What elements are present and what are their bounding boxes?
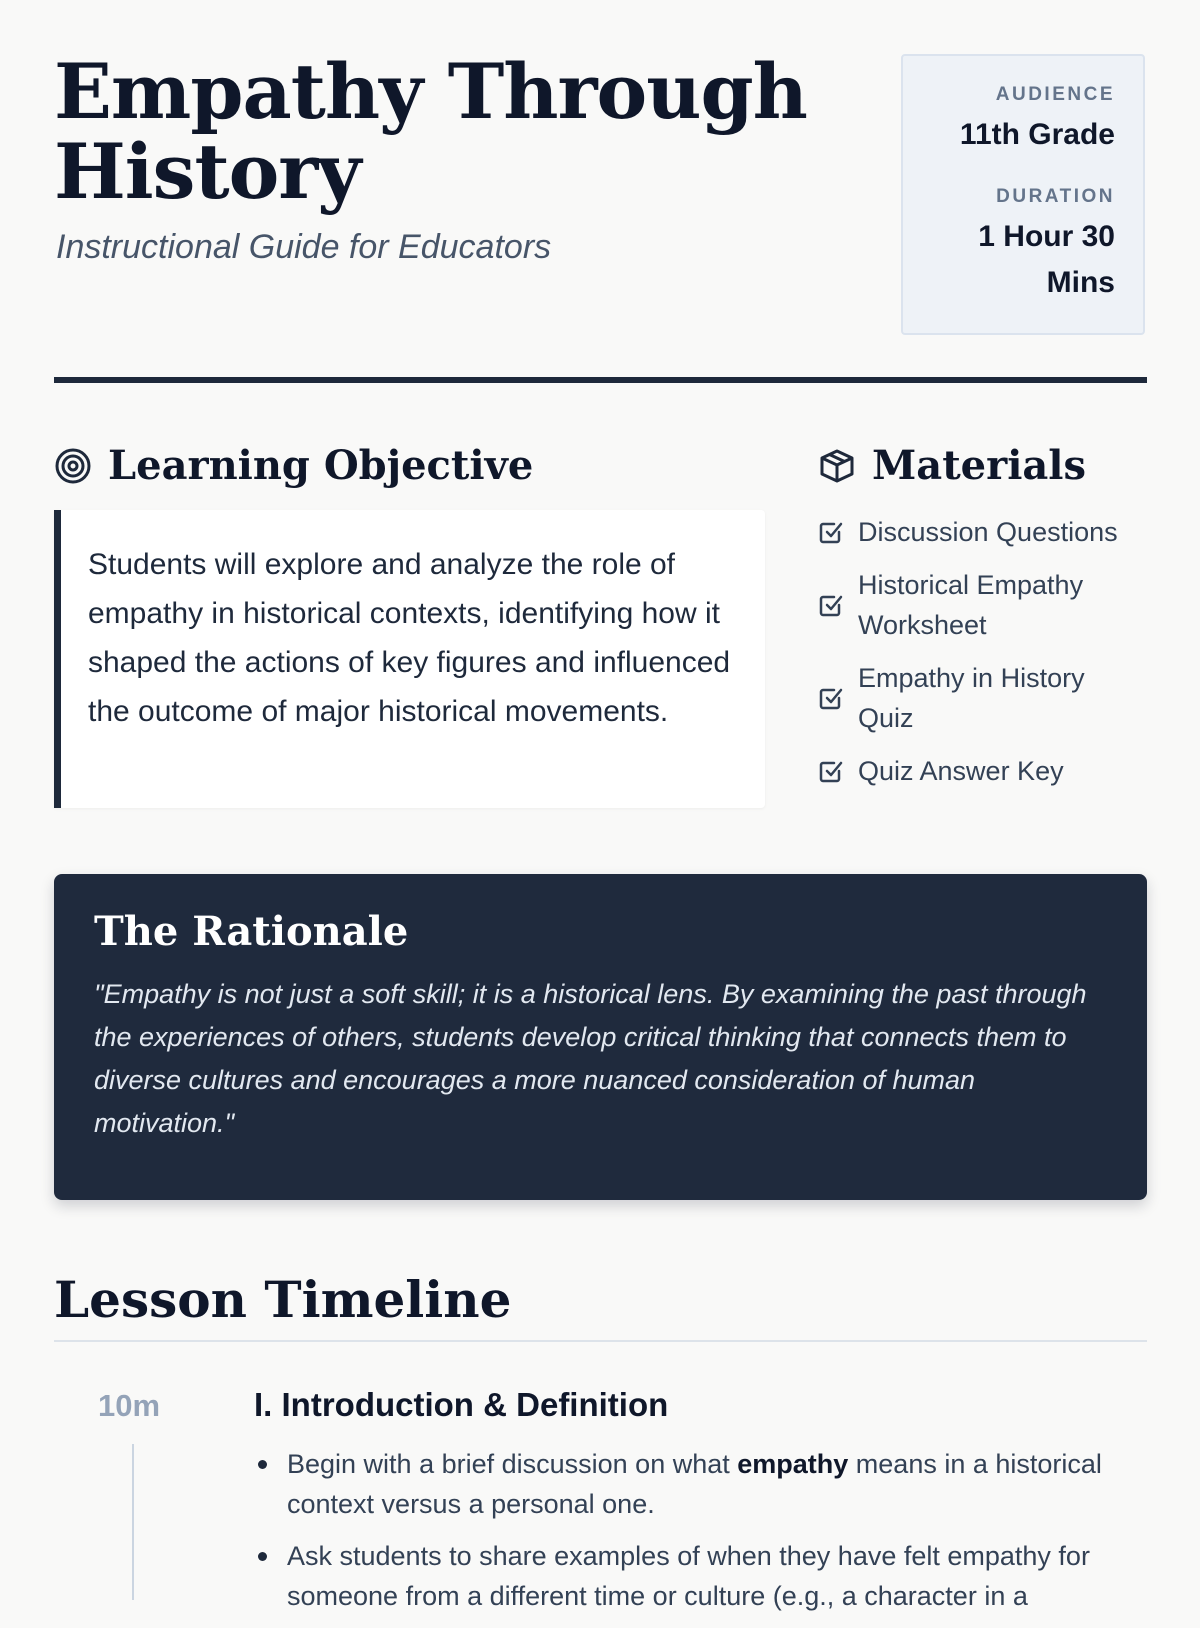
material-item	[818, 751, 1158, 791]
objective-text: Students will explore and analyze the role of empathy in historical contexts, identifying how it shaped the actions of key figures and influenced the outcome of major historical movements.	[88, 548, 731, 728]
objective-title: Learning Objective	[108, 442, 534, 489]
lesson-meta-card	[901, 54, 1145, 335]
objective-heading	[54, 442, 533, 489]
box-icon	[818, 447, 856, 485]
target-icon	[54, 447, 92, 485]
timeline-title: Lesson Timeline	[54, 1270, 512, 1329]
audience-value: 11th Grade	[959, 118, 1115, 151]
bullet-text-bold: empathy	[737, 1449, 849, 1479]
rationale-title: The Rationale	[94, 908, 409, 955]
material-label: Quiz Answer Key	[858, 756, 1064, 786]
page-subtitle: Instructional Guide for Educators	[56, 228, 552, 266]
step-bullet	[254, 1536, 1144, 1616]
objective-card	[54, 510, 765, 808]
duration-label: DURATION	[996, 186, 1115, 207]
page-title: Empathy Through History	[54, 47, 807, 216]
checkbox-icon	[818, 685, 844, 711]
checkbox-icon	[818, 592, 844, 618]
checkbox-icon	[818, 758, 844, 784]
timeline-connector	[132, 1444, 134, 1600]
timeline-divider	[54, 1340, 1147, 1342]
rationale-card	[54, 874, 1147, 1200]
bullet-text-pre: Ask students to share examples of when they have felt empathy for someone from a different time or culture (e.g., a character in a	[287, 1541, 1090, 1611]
rationale-quote: "Empathy is not just a soft skill; it is a historical lens. By examining the past through the experiences of others, students develop critical thinking that connects them to diverse cultures and encourages a more nuanced consideration of human motivation."	[94, 979, 1087, 1138]
step-title: I. Introduction & Definition	[254, 1386, 669, 1423]
audience-label: AUDIENCE	[995, 84, 1115, 105]
material-item	[818, 658, 1158, 738]
material-item	[818, 565, 1158, 645]
materials-title: Materials	[872, 442, 1087, 489]
bullet-text-post: means in a historical context versus a personal one.	[287, 1449, 1102, 1519]
step-bullets	[254, 1444, 1144, 1628]
bullet-text-pre: Begin with a brief discussion on what	[287, 1449, 738, 1479]
step-duration: 10m	[98, 1388, 161, 1423]
checkbox-icon	[818, 519, 844, 545]
material-item	[818, 512, 1158, 552]
duration-value: 1 Hour 30 Mins	[978, 220, 1115, 299]
materials-heading	[818, 442, 1086, 489]
step-bullet	[254, 1444, 1144, 1524]
material-label: Discussion Questions	[858, 517, 1118, 547]
material-label: Historical Empathy Worksheet	[858, 570, 1084, 640]
material-label: Empathy in History Quiz	[858, 663, 1085, 733]
header-divider	[54, 377, 1147, 383]
materials-list	[818, 512, 1158, 804]
